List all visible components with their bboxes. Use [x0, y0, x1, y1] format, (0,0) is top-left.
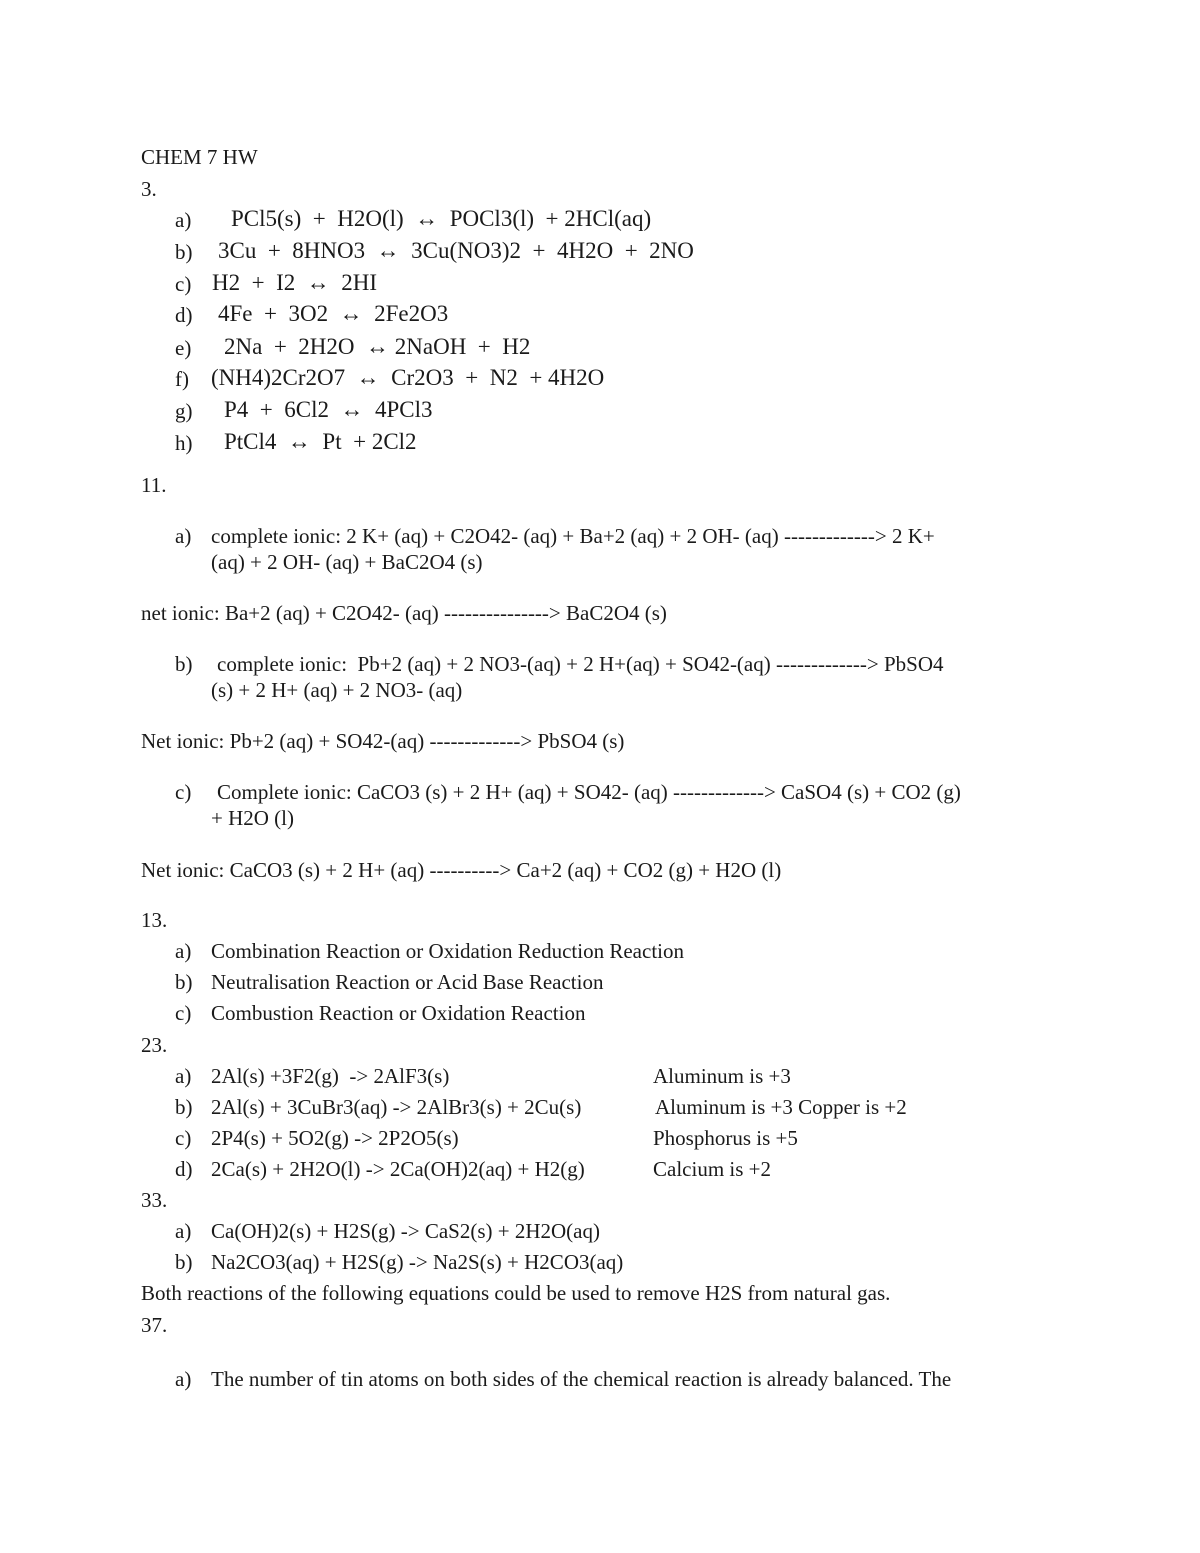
q11-item-a-label: a): [175, 524, 192, 548]
q23-item-d-label: d): [175, 1157, 193, 1181]
q11-item-c-complete-ionic-line2: + H2O (l): [211, 806, 294, 830]
question-11-number: 11.: [141, 473, 167, 497]
q11-item-a-complete-ionic-line1: complete ionic: 2 K+ (aq) + C2O42- (aq) + Ba+2 (aq) + 2 OH- (aq) -------------> 2 K+: [211, 524, 935, 548]
q13-item-c-text: Combustion Reaction or Oxidation Reaction: [211, 1001, 586, 1025]
q13-item-b-label: b): [175, 970, 193, 994]
q3-item-h-label: h): [175, 431, 193, 455]
q33-item-b-equation: Na2CO3(aq) + H2S(g) -> Na2S(s) + H2CO3(aq): [211, 1250, 624, 1274]
q3-item-g-label: g): [175, 399, 193, 423]
q23-item-c-equation: 2P4(s) + 5O2(g) -> 2P2O5(s): [211, 1126, 459, 1150]
q13-item-c-label: c): [175, 1001, 192, 1025]
question-33-number: 33.: [141, 1188, 168, 1212]
q23-item-c-label: c): [175, 1126, 192, 1150]
q3-item-e-label: e): [175, 336, 192, 360]
question-13-number: 13.: [141, 908, 168, 932]
q3-item-c-label: c): [175, 272, 192, 296]
q3-item-d-label: d): [175, 303, 193, 327]
q23-item-b-label: b): [175, 1095, 193, 1119]
q11-item-b-complete-ionic-line2: (s) + 2 H+ (aq) + 2 NO3- (aq): [211, 678, 463, 702]
q3-item-b-label: b): [175, 240, 193, 264]
document-title: CHEM 7 HW: [141, 145, 258, 169]
q11-item-c-label: c): [175, 780, 192, 804]
q3-item-c-equation: H2 + I2 ↔ 2HI: [212, 270, 378, 295]
q3-item-e-equation: 2Na + 2H2O ↔ 2NaOH + H2: [224, 334, 531, 359]
q37-item-a-label: a): [175, 1367, 192, 1391]
q3-item-f-label: f): [175, 367, 189, 391]
q3-item-a-equation: PCl5(s) + H2O(l) ↔ POCl3(l) + 2HCl(aq): [231, 206, 652, 231]
q11-item-c-complete-ionic-line1: Complete ionic: CaCO3 (s) + 2 H+ (aq) + SO42- (aq) -------------> CaSO4 (s) + CO2 (g): [217, 780, 961, 804]
q23-item-d-oxidation-note: Calcium is +2: [653, 1157, 772, 1181]
q23-item-a-label: a): [175, 1064, 192, 1088]
q33-conclusion: Both reactions of the following equations could be used to remove H2S from natural gas.: [141, 1281, 891, 1305]
question-37-number: 37.: [141, 1313, 168, 1337]
q3-item-g-equation: P4 + 6Cl2 ↔ 4PCl3: [224, 397, 433, 422]
q3-item-f-equation: (NH4)2Cr2O7 ↔ Cr2O3 + N2 + 4H2O: [211, 365, 605, 390]
q23-item-a-equation: 2Al(s) +3F2(g) -> 2AlF3(s): [211, 1064, 450, 1088]
q33-item-b-label: b): [175, 1250, 193, 1274]
q3-item-d-equation: 4Fe + 3O2 ↔ 2Fe2O3: [218, 301, 449, 326]
q23-item-b-equation: 2Al(s) + 3CuBr3(aq) -> 2AlBr3(s) + 2Cu(s): [211, 1095, 582, 1119]
q3-item-a-label: a): [175, 208, 192, 232]
q13-item-b-text: Neutralisation Reaction or Acid Base Reaction: [211, 970, 604, 994]
q11-item-a-net-ionic: net ionic: Ba+2 (aq) + C2O42- (aq) ---------------> BaC2O4 (s): [141, 601, 667, 625]
q33-item-a-label: a): [175, 1219, 192, 1243]
question-23-number: 23.: [141, 1033, 168, 1057]
q23-item-a-oxidation-note: Aluminum is +3: [653, 1064, 791, 1088]
q3-item-h-equation: PtCl4 ↔ Pt + 2Cl2: [224, 429, 417, 454]
q23-item-c-oxidation-note: Phosphorus is +5: [653, 1126, 798, 1150]
q11-item-b-label: b): [175, 652, 193, 676]
q33-item-a-equation: Ca(OH)2(s) + H2S(g) -> CaS2(s) + 2H2O(aq): [211, 1219, 600, 1243]
q11-item-a-complete-ionic-line2: (aq) + 2 OH- (aq) + BaC2O4 (s): [211, 550, 483, 574]
q3-item-b-equation: 3Cu + 8HNO3 ↔ 3Cu(NO3)2 + 4H2O + 2NO: [218, 238, 694, 263]
question-3-number: 3.: [141, 177, 157, 201]
q13-item-a-text: Combination Reaction or Oxidation Reduction Reaction: [211, 939, 684, 963]
q11-item-b-complete-ionic-line1: complete ionic: Pb+2 (aq) + 2 NO3-(aq) + 2 H+(aq) + SO42-(aq) -------------> PbSO4: [217, 652, 944, 676]
q11-item-b-net-ionic: Net ionic: Pb+2 (aq) + SO42-(aq) -------------> PbSO4 (s): [141, 729, 625, 753]
q23-item-b-oxidation-note: Aluminum is +3 Copper is +2: [655, 1095, 907, 1119]
q37-item-a-text: The number of tin atoms on both sides of the chemical reaction is already balanced. The: [211, 1367, 952, 1391]
q13-item-a-label: a): [175, 939, 192, 963]
q23-item-d-equation: 2Ca(s) + 2H2O(l) -> 2Ca(OH)2(aq) + H2(g): [211, 1157, 585, 1181]
q11-item-c-net-ionic: Net ionic: CaCO3 (s) + 2 H+ (aq) ----------> Ca+2 (aq) + CO2 (g) + H2O (l): [141, 858, 782, 882]
